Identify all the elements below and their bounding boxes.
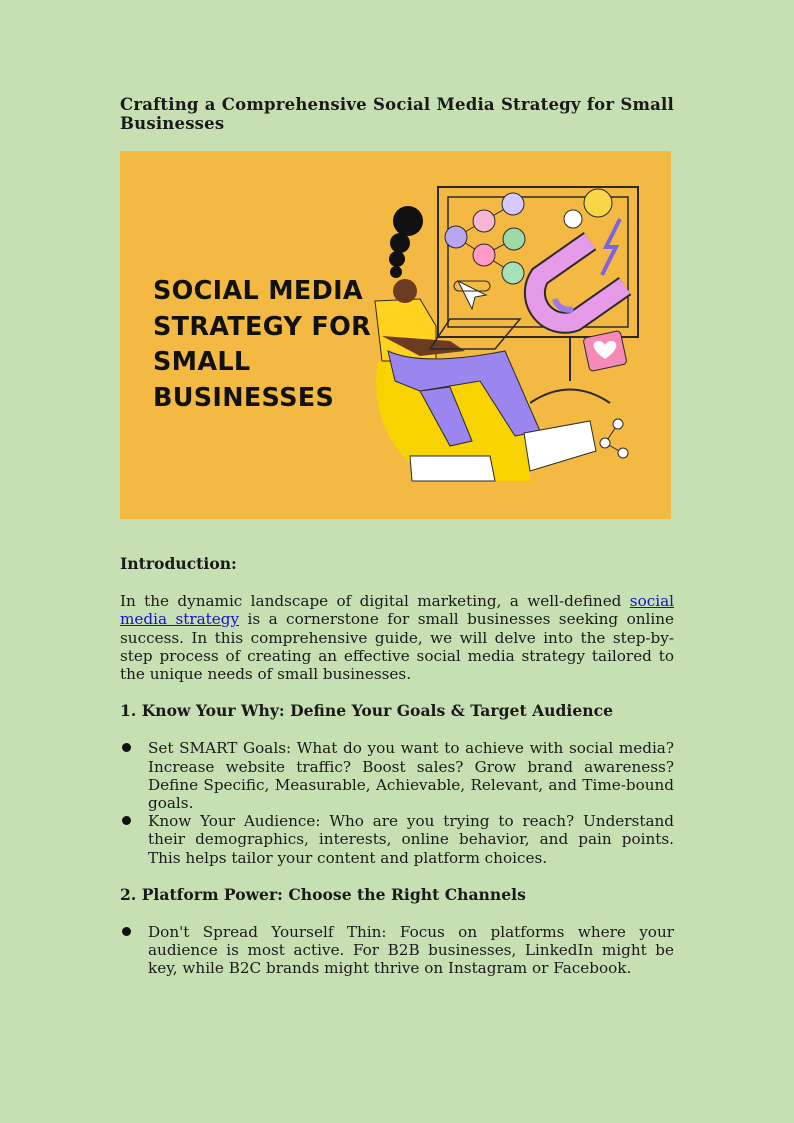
intro-heading: Introduction: [120, 554, 237, 573]
document-body [120, 555, 674, 978]
intro-paragraph [120, 592, 674, 683]
avatar-network-icon [445, 193, 525, 284]
list-item [120, 923, 674, 978]
document-header [120, 95, 674, 133]
lightning-icon [602, 219, 620, 275]
list-item-text: Know Your Audience: Who are you trying to reach? Understand their demographics, interests, online behavior, and pain points. This helps tailor your content and platform choices. [148, 812, 674, 867]
banner-heading [153, 274, 371, 416]
intro-text: is a cornerstone for small businesses seeking online success. In this comprehensive guide, we will delve into the step-by-step process of creating an effective social media strategy tailored to the unique needs of small businesses. [120, 610, 674, 684]
banner-line: BUSINESSES [153, 382, 335, 413]
section1-list [120, 739, 674, 866]
social-media-strategy-link[interactable]: social media strategy [120, 592, 674, 629]
page-title: Crafting a Comprehensive Social Media Strategy for Small Businesses [120, 95, 674, 133]
banner-image [120, 151, 671, 519]
emoji-icon [584, 189, 612, 217]
cursor-icon [458, 281, 486, 309]
bullet-icon [122, 816, 131, 825]
bullet-icon [122, 927, 131, 936]
banner-line: SOCIAL MEDIA [153, 276, 363, 306]
section2-heading: 2. Platform Power: Choose the Right Channels [120, 884, 526, 904]
intro-text: In the dynamic landscape of digital marketing, a well-defined [120, 592, 630, 611]
section2-list [120, 923, 674, 978]
list-item [120, 812, 674, 867]
list-item-text: Set SMART Goals: What do you want to achieve with social media? Increase website traffic? Boost sales? Grow brand awareness? Define Specific, Measurable, Achievable, Relevant, and Time-bound goals. [148, 739, 674, 813]
list-item-text: Don't Spread Yourself Thin: Focus on platforms where your audience is most active. For B2B businesses, LinkedIn might be key, while B2C brands might thrive on Instagram or Facebook. [148, 923, 674, 978]
heart-bubble-icon [583, 330, 627, 371]
section1-heading: 1. Know Your Why: Define Your Goals & Target Audience [120, 701, 614, 721]
banner-line: SMALL [153, 347, 251, 377]
list-item [120, 739, 674, 812]
bullet-icon [122, 743, 131, 752]
share-icon [600, 419, 628, 458]
banner-line: STRATEGY FOR [153, 311, 372, 342]
